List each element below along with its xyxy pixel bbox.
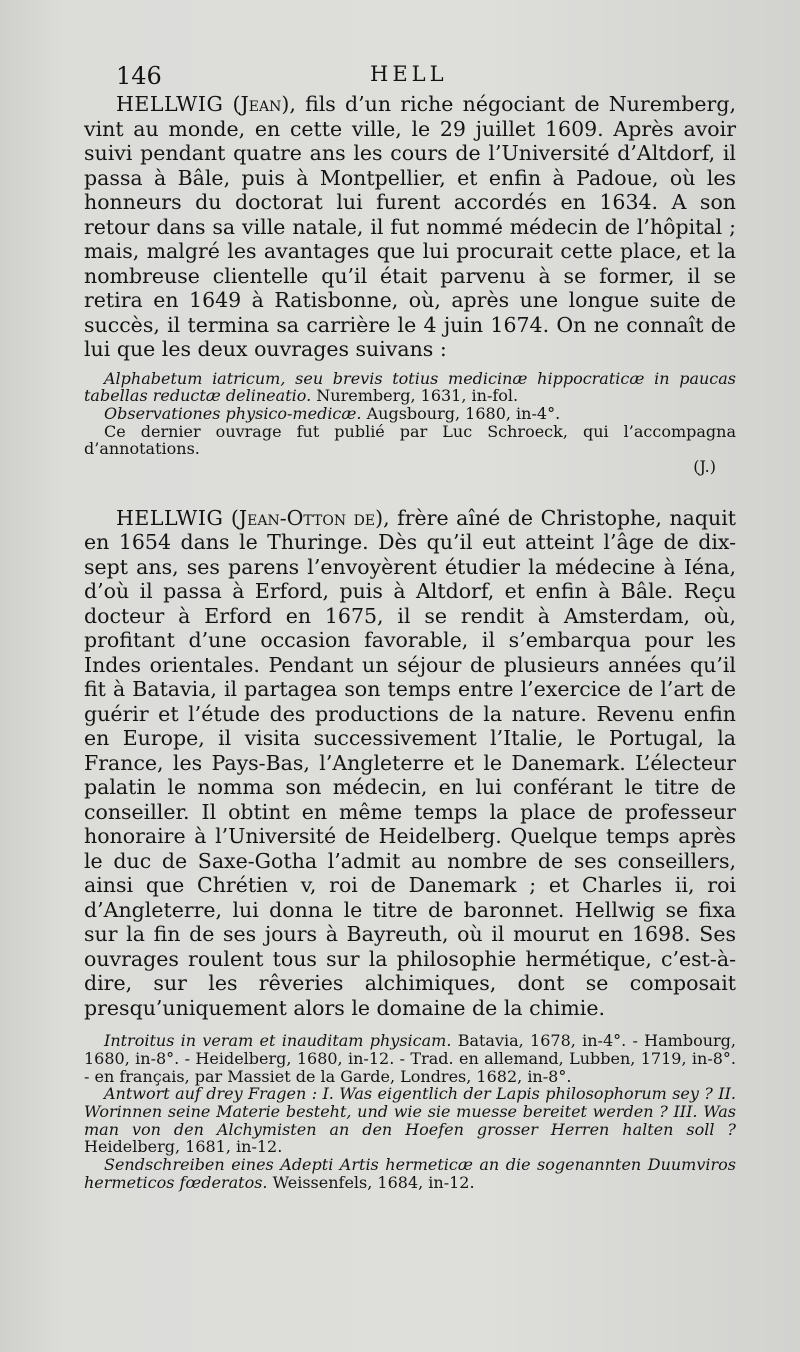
work-title: Antwort auf drey Fragen : I. Was eigentlich der Lapis philosophorum sey ? II. Worinnen seine Materie besteht, und wie sie muesse bereitet werden ? III. Was man von den Alchymisten an den Hoefen grosser Herren halten soll ? [84, 1084, 736, 1139]
entry-body: fils d’un riche négociant de Nuremberg, vint au monde, en cette ville, le 29 juillet 1609. Après avoir suivi pendant quatre ans les cours de l’Université d’Altdorf, il passa à Bâle, puis à Montpellier, et enfin à Padoue, où les honneurs du doctorat lui furent accordés en 1634. A son retour dans sa ville natale, il fut nommé médecin de l’hôpital ; mais, malgré les avantages que lui procurait cette place, et la nombreuse clientelle qu’il était parvenu à se former, il se retira en 1649 à Ratisbonne, où, après une longue suite de succès, il termina sa carrière le 4 juin 1674. On ne connaît de lui que les deux ouvrages suivans : [84, 92, 737, 361]
work-title: Introitus in veram et inauditam physicam. [104, 1031, 452, 1051]
author-signature: (J.) [693, 457, 716, 477]
bibliography-list [84, 1032, 736, 1191]
work-title: Observationes physico-medicæ. [104, 403, 362, 423]
bibliography-item [84, 1032, 736, 1085]
bibliography-item [84, 1085, 736, 1156]
work-title: Sendschreiben eines Adepti Artis hermeticæ an die sogenannten Duumviros hermeticos fœderatos. [84, 1155, 736, 1192]
page-header [116, 62, 736, 92]
work-details: Augsbourg, 1680, in-4°. [366, 403, 561, 423]
work-details: Weissenfels, 1684, in-12. [272, 1172, 475, 1192]
note-text: Ce dernier ouvrage fut publié par Luc Schroeck, qui l’accompagna d’annotations. [84, 421, 736, 459]
entry-body: frère aîné de Christophe, naquit en 1654 dans le Thuringe. Dès qu’il eut atteint l’âge de dix-sept ans, ses parens l’envoyèrent étudier la médecine à Iéna, d’où il passa à Erford, puis à Altdorf, et enfin à Bâle. Reçu docteur à Erford en 1675, il se rendit à Amsterdam, où, profitant d’une occasion favorable, il s’embarqua pour les Indes orientales. Pendant un séjour de plusieurs années qu’il fit à Batavia, il partagea son temps entre l’exercice de l’art de guérir et l’étude des productions de la nature. Revenu enfin en Europe, il visita successivement l’Italie, le Portugal, la France, les Pays-Bas, l’Angleterre et le Danemark. L’électeur palatin le nomma son médecin, en lui conférant le titre de conseiller. Il obtint en même temps la place de professeur honoraire à l’Université de Heidelberg. Quelque temps après le duc de Saxe-Gotha l’admit au nombre de ses conseillers, ainsi que Chrétien v, roi de Danemark ; et Charles ii, roi d’Angleterre, lui donna le titre de baronnet. Hellwig se fixa sur la fin de ses jours à Bayreuth, où il mourut en 1698. Ses ouvrages roulent tous sur la philosophie hermétique, c’est-à-dire, sur les rêveries alchimiques, dont se composait presqu’uniquement alors le domaine de la chimie. [84, 505, 737, 1020]
work-details: Nuremberg, 1631, in-fol. [316, 386, 519, 406]
bibliography-item [84, 1156, 736, 1191]
running-head: HELL [370, 62, 448, 86]
bibliography-note [84, 423, 736, 458]
entry-hellwig-jean-otton: HELLWIG (Jean-Otton de), frère aîné de Christophe, naquit en 1654 dans le Thuringe. Dès qu’il eut atteint l’âge de dix-sept ans, ses parens l’envoyèrent étudier la médecine à Iéna, d’où il passa à Erford, puis à Altdorf, et enfin à Bâle. Reçu docteur à Erford en 1675, il se rendit à Amsterdam, où, profitant d’une occasion favorable, il s’embarqua pour les Indes orientales. Pendant un séjour de plusieurs années qu’il fit à Batavia, il partagea son temps entre l’exercice de l’art de guérir et l’étude des productions de la nature. Revenu enfin en Europe, il visita successivement l’Italie, le Portugal, la France, les Pays-Bas, l’Angleterre et le Danemark. L’électeur palatin le nomma son médecin, en lui conférant le titre de conseiller. Il obtint en même temps la place de professeur honoraire à l’Université de Heidelberg. Quelque temps après le duc de Saxe-Gotha l’admit au nombre de ses conseillers, ainsi que Chrétien v, roi de Danemark ; et Charles ii, roi d’Angleterre, lui donna le titre de baronnet. Hellwig se fixa sur la fin de ses jours à Bayreuth, où il mourut en 1698. Ses ouvrages roulent tous sur la philosophie hermétique, c’est-à-dire, sur les rêveries alchimiques, dont se composait presqu’uniquement alors le domaine de la chimie. [84, 505, 737, 1020]
page-number: 146 [116, 62, 162, 90]
entry-name: HELLWIG [116, 92, 224, 116]
work-title: Alphabetum iatricum, seu brevis totius medicinæ hippocraticæ in paucas tabellas reductæ delineatio. [84, 368, 736, 406]
entry-hellwig-jean: HELLWIG (Jean), fils d’un riche négociant de Nuremberg, vint au monde, en cette ville, le 29 juillet 1609. Après avoir suivi pendant quatre ans les cours de l’Université d’Altdorf, il passa à Bâle, puis à Montpellier, et enfin à Padoue, où les honneurs du doctorat lui furent accordés en 1634. A son retour dans sa ville natale, il fut nommé médecin de l’hôpital ; mais, malgré les avantages que lui procurait cette place, et la nombreuse clientelle qu’il était parvenu à se former, il se retira en 1649 à Ratisbonne, où, après une longue suite de succès, il termina sa carrière le 4 juin 1674. On ne connaît de lui que les deux ouvrages suivans : [84, 92, 737, 361]
bibliography-list [84, 370, 736, 476]
bibliography-item [84, 405, 736, 423]
bibliography-item [84, 370, 736, 405]
entry-given-name: Jean-Otton de [238, 505, 376, 530]
page-content [84, 92, 736, 1192]
work-details: Batavia, 1678, in-4°. - Hambourg, 1680, in-8°. - Heidelberg, 1680, in-12. - Trad. en allemand, Lubben, 1719, in-8°. - en français, par Massiet de la Garde, Londres, 1682, in-8°. [84, 1031, 736, 1086]
entry-given-name: Jean [240, 92, 282, 116]
entry-name: HELLWIG [116, 505, 224, 530]
work-details: Heidelberg, 1681, in-12. [84, 1137, 283, 1157]
